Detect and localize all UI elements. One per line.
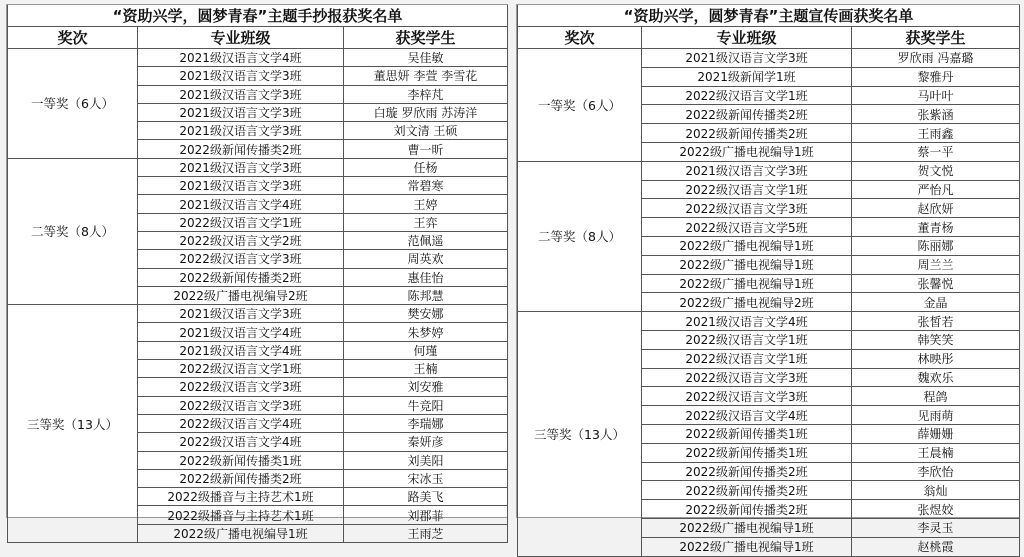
student-name: 朱梦婷 <box>344 323 508 341</box>
student-name: 秦妍彦 <box>344 433 508 451</box>
class-name: 2022级汉语言文学4班 <box>642 406 852 425</box>
table-title: “资助兴学，圆梦青春”主题手抄报获奖名单 <box>8 5 508 27</box>
student-name: 常碧寒 <box>344 177 508 195</box>
class-name: 2021级汉语言文学4班 <box>642 312 852 331</box>
student-name: 金晶 <box>852 293 1020 312</box>
student-name: 刘美阳 <box>344 451 508 469</box>
table-row <box>8 305 508 323</box>
class-name: 2022级新闻传播类1班 <box>642 443 852 462</box>
student-name: 李瑞娜 <box>344 414 508 432</box>
class-name: 2022级播音与主持艺术1班 <box>138 488 344 506</box>
student-header: 获奖学生 <box>852 27 1020 49</box>
class-name: 2022级广播电视编导1班 <box>642 518 852 537</box>
class-name: 2021级汉语言文学3班 <box>138 177 344 195</box>
student-name: 周英欢 <box>344 250 508 268</box>
header-row <box>518 27 1020 49</box>
award-level: 二等奖（8人） <box>8 158 138 304</box>
class-name: 2022级广播电视编导1班 <box>642 255 852 274</box>
class-name: 2022级汉语言文学2班 <box>138 231 344 249</box>
student-name: 陈邦慧 <box>344 286 508 304</box>
award-header: 奖次 <box>8 27 138 49</box>
student-name: 牛竞阳 <box>344 396 508 414</box>
student-name: 何瑾 <box>344 341 508 359</box>
student-name: 薛姗姗 <box>852 424 1020 443</box>
student-name: 张紫涵 <box>852 105 1020 124</box>
class-name: 2022级新闻传播类1班 <box>138 451 344 469</box>
student-name: 张煜姣 <box>852 500 1020 519</box>
class-name: 2021级汉语言文学4班 <box>138 49 344 67</box>
class-name: 2022级汉语言文学3班 <box>642 199 852 218</box>
student-name: 程鸽 <box>852 387 1020 406</box>
student-name: 任杨 <box>344 158 508 176</box>
class-name: 2021级汉语言文学3班 <box>642 49 852 68</box>
student-name: 李梓芃 <box>344 85 508 103</box>
student-name: 陈丽娜 <box>852 236 1020 255</box>
student-name: 刘郡菲 <box>344 506 508 524</box>
class-name: 2022级播音与主持艺术1班 <box>138 506 344 524</box>
class-name: 2022级汉语言文学1班 <box>642 180 852 199</box>
title-row <box>518 5 1020 27</box>
header-row <box>8 27 508 49</box>
student-name: 王晨楠 <box>852 443 1020 462</box>
student-name: 贺文悦 <box>852 161 1020 180</box>
student-name: 刘文清 王硕 <box>344 122 508 140</box>
student-name: 李灵玉 <box>852 518 1020 537</box>
class-name: 2021级汉语言文学3班 <box>138 158 344 176</box>
class-name: 2022级新闻传播类2班 <box>642 124 852 143</box>
class-name: 2022级广播电视编导1班 <box>138 524 344 542</box>
student-name: 赵欣妍 <box>852 199 1020 218</box>
table-title: “资助兴学，圆梦青春”主题宣传画获奖名单 <box>518 5 1020 27</box>
class-name: 2022级新闻传播类2班 <box>138 469 344 487</box>
student-name: 魏欢乐 <box>852 368 1020 387</box>
class-name: 2022级广播电视编导1班 <box>642 537 852 556</box>
class-name: 2022级广播电视编导1班 <box>642 142 852 161</box>
class-name: 2022级新闻传播类2班 <box>138 140 344 158</box>
award-level: 三等奖（13人） <box>8 305 138 543</box>
award-table-body <box>518 5 1020 556</box>
title-row <box>8 5 508 27</box>
class-name: 2021级汉语言文学4班 <box>138 195 344 213</box>
student-name: 董青杨 <box>852 218 1020 237</box>
class-name: 2021级汉语言文学3班 <box>138 85 344 103</box>
table-row <box>518 312 1020 331</box>
student-name: 严怡凡 <box>852 180 1020 199</box>
class-name: 2021级新闻学1班 <box>642 67 852 86</box>
award-level: 三等奖（13人） <box>518 312 642 556</box>
student-name: 吴佳敏 <box>344 49 508 67</box>
class-name: 2022级汉语言文学3班 <box>138 396 344 414</box>
poster-award-list <box>516 4 1020 555</box>
award-level: 一等奖（6人） <box>518 49 642 162</box>
student-name: 王雨芝 <box>344 524 508 542</box>
handwritten-newspaper-award-list <box>6 4 508 541</box>
class-name: 2022级汉语言文学1班 <box>138 213 344 231</box>
award-table-body <box>8 5 508 543</box>
class-name: 2022级汉语言文学3班 <box>642 387 852 406</box>
class-name: 2022级新闻传播类1班 <box>642 424 852 443</box>
class-name: 2022级汉语言文学3班 <box>642 368 852 387</box>
student-name: 周兰兰 <box>852 255 1020 274</box>
student-name: 韩笑笑 <box>852 330 1020 349</box>
class-name: 2022级汉语言文学1班 <box>138 360 344 378</box>
class-name: 2021级汉语言文学3班 <box>138 305 344 323</box>
student-name: 王楠 <box>344 360 508 378</box>
student-name: 王婷 <box>344 195 508 213</box>
table-row <box>518 49 1020 68</box>
student-name: 惠佳怡 <box>344 268 508 286</box>
class-name: 2022级汉语言文学1班 <box>642 86 852 105</box>
table-row <box>518 161 1020 180</box>
student-name: 曹一昕 <box>344 140 508 158</box>
student-name: 林映彤 <box>852 349 1020 368</box>
class-name: 2022级汉语言文学4班 <box>138 414 344 432</box>
student-name: 张皙若 <box>852 312 1020 331</box>
class-name: 2022级新闻传播类2班 <box>642 500 852 519</box>
award-table <box>517 5 1020 557</box>
class-name: 2022级广播电视编导1班 <box>642 236 852 255</box>
class-name: 2022级新闻传播类2班 <box>642 462 852 481</box>
class-header: 专业班级 <box>138 27 344 49</box>
award-level: 一等奖（6人） <box>8 49 138 159</box>
award-level: 二等奖（8人） <box>518 161 642 311</box>
student-name: 李欣怡 <box>852 462 1020 481</box>
award-header: 奖次 <box>518 27 642 49</box>
class-name: 2021级汉语言文学3班 <box>138 67 344 85</box>
class-name: 2021级汉语言文学3班 <box>642 161 852 180</box>
student-name: 白璇 罗欣雨 苏涛洋 <box>344 103 508 121</box>
student-name: 王雨鑫 <box>852 124 1020 143</box>
class-name: 2021级汉语言文学4班 <box>138 323 344 341</box>
student-name: 范佩遥 <box>344 231 508 249</box>
student-name: 赵桃霞 <box>852 537 1020 556</box>
class-name: 2022级广播电视编导2班 <box>642 293 852 312</box>
class-name: 2022级汉语言文学3班 <box>138 378 344 396</box>
class-name: 2022级汉语言文学3班 <box>138 250 344 268</box>
class-name: 2022级新闻传播类2班 <box>642 481 852 500</box>
student-header: 获奖学生 <box>344 27 508 49</box>
class-header: 专业班级 <box>642 27 852 49</box>
student-name: 黎雅丹 <box>852 67 1020 86</box>
class-name: 2021级汉语言文学4班 <box>138 341 344 359</box>
class-name: 2022级广播电视编导1班 <box>642 274 852 293</box>
student-name: 王弈 <box>344 213 508 231</box>
award-table <box>7 5 508 543</box>
student-name: 蔡一平 <box>852 142 1020 161</box>
class-name: 2021级汉语言文学3班 <box>138 122 344 140</box>
class-name: 2022级汉语言文学1班 <box>642 330 852 349</box>
class-name: 2022级新闻传播类2班 <box>138 268 344 286</box>
student-name: 马叶叶 <box>852 86 1020 105</box>
table-row <box>8 49 508 67</box>
student-name: 见雨萌 <box>852 406 1020 425</box>
class-name: 2022级新闻传播类2班 <box>642 105 852 124</box>
student-name: 翁灿 <box>852 481 1020 500</box>
student-name: 董思妍 李萱 李雪花 <box>344 67 508 85</box>
student-name: 刘安雅 <box>344 378 508 396</box>
class-name: 2022级汉语言文学4班 <box>138 433 344 451</box>
class-name: 2022级汉语言文学5班 <box>642 218 852 237</box>
student-name: 路美飞 <box>344 488 508 506</box>
student-name: 樊安娜 <box>344 305 508 323</box>
class-name: 2022级广播电视编导2班 <box>138 286 344 304</box>
class-name: 2021级汉语言文学3班 <box>138 103 344 121</box>
student-name: 宋冰玉 <box>344 469 508 487</box>
table-row <box>8 158 508 176</box>
student-name: 张馨悦 <box>852 274 1020 293</box>
student-name: 罗欣雨 冯嘉璐 <box>852 49 1020 68</box>
class-name: 2022级汉语言文学1班 <box>642 349 852 368</box>
